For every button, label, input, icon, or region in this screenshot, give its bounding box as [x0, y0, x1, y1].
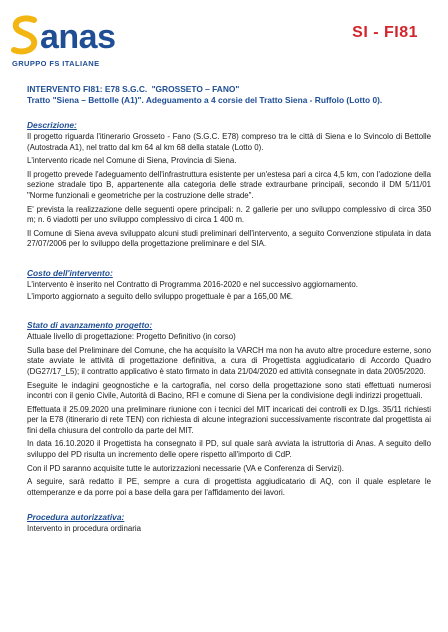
- document-body: [27, 84, 431, 538]
- stato-paragraph: Effettuata il 25.09.2020 una preliminare riunione con i tecnici del MIT incaricati dei controlli ex D.lgs. 35/11 richiesti per la E78 (itinerario di rete TEN) con richiesta di alcune integrazioni successivamente riscontrate dal progettista ai fini della chiusura del controllo da parte del MIT.: [27, 404, 431, 435]
- descrizione-paragraph: Il progetto prevede l'adeguamento dell'infrastruttura esistente per un'estesa pari a circa 4,5 km, con l'adozione della sezione stradale tipo B, appartenente alla categoria delle strade extraurbane principali, secondo il DM 5/11/01 "Norme funzionali e geometriche per la costruzione delle strade".: [27, 169, 431, 200]
- stato-paragraph: Attuale livello di progettazione: Progetto Definitivo (in corso): [27, 332, 236, 342]
- stato-paragraph: In data 16.10.2020 il Progettista ha consegnato il PD, sul quale sarà avviata la istruttoria di Anas. A seguito dello sviluppo del PD risulta un incremento delle opere rispetto all'importo di CdP.: [27, 439, 431, 460]
- costo-paragraph: L'importo aggiornato a seguito dello sviluppo progettuale è par a 165,00 M€.: [27, 291, 294, 301]
- stato-paragraph: Sulla base del Preliminare del Comune, che ha acquisito la VARCH ma non ha avuto altre procedure esterne, sono state avviate le attività di progettazione definitiva, a cura di Progettista aggiudicatario di Accordo Quadro (DG27/17_L5); il contratto applicativo è stato firmato in data 21/04/2020 ed attività consegnate in data 20/05/2020.: [27, 345, 431, 376]
- section-procedura: [27, 512, 431, 535]
- descrizione-paragraph: Il Comune di Siena aveva sviluppato alcuni studi preliminari dell'intervento, a seguito Convenzione stipulata in data 27/07/2006 per lo sviluppo della progettazione preliminare e del SIA.: [27, 228, 431, 249]
- descrizione-paragraph: L'intervento ricade nel Comune di Siena, Provincia di Siena.: [27, 156, 237, 166]
- heading-procedura: Procedura autorizzativa:: [27, 512, 125, 523]
- section-descrizione: [27, 120, 431, 250]
- document-code: SI - FI81: [352, 24, 418, 41]
- descrizione-paragraph: E' prevista la realizzazione delle seguenti opere principali: n. 2 gallerie per uno sviluppo complessivo di circa 350 m; n. 6 viadotti per uno sviluppo complessivo di circa 1 400 m.: [27, 204, 431, 225]
- heading-stato: Stato di avanzamento progetto:: [27, 320, 153, 331]
- costo-paragraph: L'intervento è inserito nel Contratto di Programma 2016-2020 e nel successivo aggiornamento.: [27, 279, 358, 289]
- section-costo: [27, 268, 431, 302]
- logo-wordmark: anas: [40, 18, 116, 56]
- stato-paragraph: Eseguite le indagini geognostiche e la cartografia, nel corso della progettazione sono stati effettuati numerosi incontri con il genio Civile, Autorità di Bacino, RFI e comune di Siena per la condivisione degli indirizzi progettuali.: [27, 380, 431, 401]
- title-line-2: Tratto "Siena – Bettolle (A1)". Adeguamento a 4 corsie del Tratto Siena - Ruffolo (Lotto 0).: [27, 95, 383, 105]
- title-road-name: "GROSSETO – FANO": [151, 84, 240, 94]
- logo-subtitle: GRUPPO FS ITALIANE: [12, 59, 100, 68]
- heading-descrizione: Descrizione:: [27, 120, 77, 130]
- intervention-title: [27, 84, 431, 106]
- heading-costo: Costo dell'intervento:: [27, 267, 113, 278]
- page-header: [0, 0, 448, 80]
- title-line-1: [27, 84, 431, 95]
- title-intervention-code: INTERVENTO FI81: E78 S.G.C.: [27, 84, 148, 94]
- procedura-paragraph: Intervento in procedura ordinaria: [27, 524, 142, 534]
- stato-paragraph: Con il PD saranno acquisite tutte le autorizzazioni necessarie (VA e Conferenza di Servizi).: [27, 463, 344, 473]
- anas-logo: [10, 14, 130, 74]
- stato-paragraph: A seguire, sarà redatto il PE, sempre a cura di progettista aggiudicatario di AQ, con il quale espletare le ottemperanze e da porre poi a base della gara per l'affidamento dei lavori.: [27, 477, 431, 497]
- section-stato: [27, 320, 431, 498]
- descrizione-paragraph: Il progetto riguarda l'itinerario Grosseto - Fano (S.G.C. E78) compreso tra le città di Siena e lo Svincolo di Bettolle (Autostrada A1), nel tratto dal km 64 al km 68 della statale (Lotto 0).: [27, 132, 431, 152]
- anas-s-mark-icon: [10, 14, 40, 56]
